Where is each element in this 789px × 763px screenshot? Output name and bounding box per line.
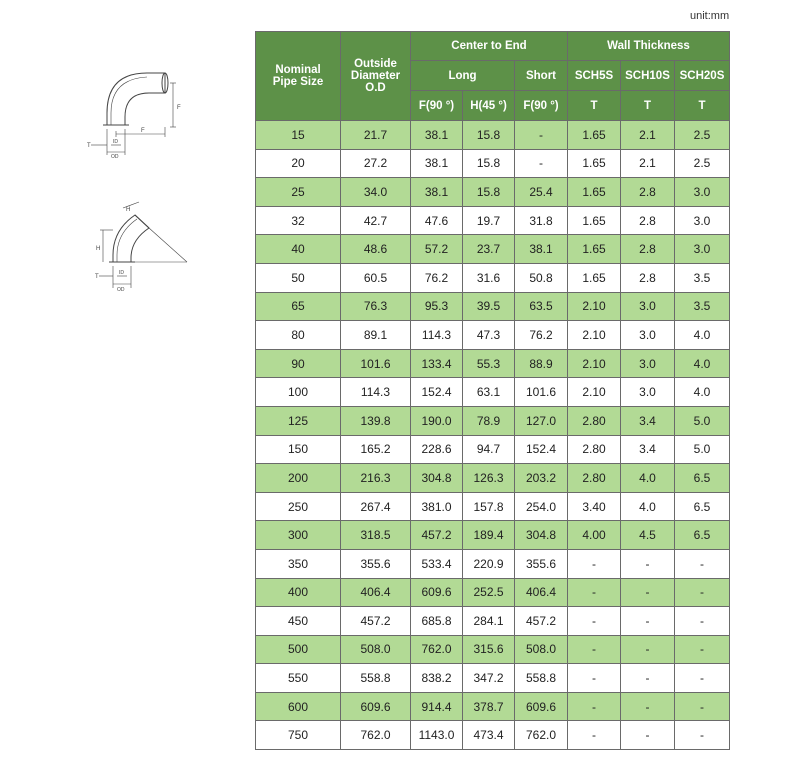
table-cell: 76.3 [341,292,411,321]
table-cell: 126.3 [463,464,515,493]
table-cell: 200 [256,464,341,493]
header-nominal-pipe-size: Nominal Pipe Size [256,32,341,121]
pipe-elbow-spec-table [255,31,730,750]
table-cell: 50.8 [515,263,568,292]
table-row [256,235,730,264]
table-row [256,121,730,150]
table-cell: 508.0 [515,635,568,664]
table-cell: 5.0 [675,406,730,435]
table-cell: 114.3 [411,321,463,350]
table-cell: 355.6 [341,549,411,578]
header-t-sch20s: T [675,91,730,121]
table-cell: 2.1 [621,149,675,178]
table-cell: 4.5 [621,521,675,550]
table-row [256,435,730,464]
table-cell: 1.65 [568,121,621,150]
table-cell: 25.4 [515,178,568,207]
table-cell: 300 [256,521,341,550]
table-cell: 133.4 [411,349,463,378]
table-cell: 254.0 [515,492,568,521]
table-row [256,178,730,207]
table-cell: 101.6 [341,349,411,378]
table-cell: - [568,664,621,693]
table-cell: 157.8 [463,492,515,521]
table-cell: 2.80 [568,435,621,464]
table-row [256,492,730,521]
table-cell: 203.2 [515,464,568,493]
table-cell: 228.6 [411,435,463,464]
table-cell: - [675,664,730,693]
table-cell: - [675,721,730,750]
table-cell: - [568,549,621,578]
table-cell: 2.5 [675,121,730,150]
table-cell: 21.7 [341,121,411,150]
table-cell: 4.0 [621,464,675,493]
table-cell: 38.1 [411,178,463,207]
table-cell: 15.8 [463,178,515,207]
table-cell: 216.3 [341,464,411,493]
table-cell: 2.10 [568,378,621,407]
table-row [256,349,730,378]
table-cell: 550 [256,664,341,693]
table-cell: 2.8 [621,178,675,207]
table-cell: 63.1 [463,378,515,407]
table-cell: 127.0 [515,406,568,435]
table-cell: - [621,549,675,578]
table-cell: 2.80 [568,464,621,493]
table-cell: 15.8 [463,149,515,178]
table-cell: 1143.0 [411,721,463,750]
table-row [256,263,730,292]
table-cell: 38.1 [411,149,463,178]
header-sch10s: SCH10S [621,61,675,91]
table-cell: - [568,578,621,607]
table-cell: 315.6 [463,635,515,664]
header-long: Long [411,61,515,91]
diagram-label-id2: ID [119,270,124,276]
table-cell: 76.2 [515,321,568,350]
table-row [256,521,730,550]
table-row [256,321,730,350]
table-cell: - [568,721,621,750]
table-cell: 457.2 [515,607,568,636]
table-cell: 63.5 [515,292,568,321]
table-cell: 89.1 [341,321,411,350]
table-cell: - [621,692,675,721]
table-cell: 600 [256,692,341,721]
table-cell: 4.00 [568,521,621,550]
table-cell: 685.8 [411,607,463,636]
diagram-label-od2: OD [117,287,125,293]
table-cell: 762.0 [411,635,463,664]
header-h45-long: H(45 °) [463,91,515,121]
table-cell: 533.4 [411,549,463,578]
table-cell: 3.0 [675,235,730,264]
table-cell: 400 [256,578,341,607]
table-row [256,206,730,235]
table-cell: 100 [256,378,341,407]
table-cell: 34.0 [341,178,411,207]
table-cell: 101.6 [515,378,568,407]
table-cell: 3.0 [621,378,675,407]
table-cell: 95.3 [411,292,463,321]
table-cell: - [675,549,730,578]
header-sch5s: SCH5S [568,61,621,91]
diagram-label-f-right: F [177,105,181,111]
table-cell: - [568,607,621,636]
table-cell: 3.0 [621,292,675,321]
table-cell: 6.5 [675,464,730,493]
table-cell: 2.8 [621,206,675,235]
table-cell: 3.4 [621,406,675,435]
header-t-sch5s: T [568,91,621,121]
diagram-label-h-top: H [126,207,131,213]
table-cell: 500 [256,635,341,664]
table-cell: - [621,721,675,750]
table-cell: 318.5 [341,521,411,550]
table-cell: 350 [256,549,341,578]
table-cell: - [675,607,730,636]
table-cell: 5.0 [675,435,730,464]
diagram-label-f-bottom: F [141,128,145,134]
table-cell: 838.2 [411,664,463,693]
table-cell: 114.3 [341,378,411,407]
table-cell: 3.5 [675,263,730,292]
table-cell: - [568,692,621,721]
table-cell: 3.40 [568,492,621,521]
table-cell: 1.65 [568,235,621,264]
table-cell: 750 [256,721,341,750]
table-cell: 150 [256,435,341,464]
table-cell: - [621,578,675,607]
table-cell: 47.3 [463,321,515,350]
table-cell: 1.65 [568,149,621,178]
table-cell: 88.9 [515,349,568,378]
table-cell: 32 [256,206,341,235]
table-cell: 23.7 [463,235,515,264]
table-row [256,378,730,407]
table-cell: 139.8 [341,406,411,435]
table-cell: 508.0 [341,635,411,664]
table-cell: 3.0 [675,206,730,235]
table-cell: 3.0 [675,178,730,207]
table-cell: 609.6 [411,578,463,607]
table-row [256,406,730,435]
table-cell: 65 [256,292,341,321]
table-cell: 4.0 [675,378,730,407]
table-cell: 80 [256,321,341,350]
table-cell: 406.4 [515,578,568,607]
table-cell: 3.4 [621,435,675,464]
table-cell: 57.2 [411,235,463,264]
table-cell: 42.7 [341,206,411,235]
table-cell: 48.6 [341,235,411,264]
table-cell: 450 [256,607,341,636]
table-cell: 304.8 [515,521,568,550]
table-cell: 94.7 [463,435,515,464]
table-cell: 2.80 [568,406,621,435]
table-cell: - [675,578,730,607]
table-cell: 76.2 [411,263,463,292]
table-cell: 914.4 [411,692,463,721]
table-cell: 2.1 [621,121,675,150]
table-cell: 378.7 [463,692,515,721]
spec-table-body [256,121,730,750]
table-cell: 762.0 [515,721,568,750]
header-outside-diameter: Outside Diameter O.D [341,32,411,121]
table-row [256,664,730,693]
table-cell: 189.4 [463,521,515,550]
table-cell: - [675,692,730,721]
table-cell: 39.5 [463,292,515,321]
table-cell: 4.0 [675,349,730,378]
table-cell: 152.4 [411,378,463,407]
header-t-sch10s: T [621,91,675,121]
diagram-label-h-left: H [96,246,101,252]
elbow-45-diagram [95,200,200,295]
table-cell: 78.9 [463,406,515,435]
table-cell: 2.10 [568,321,621,350]
table-row [256,635,730,664]
table-cell: 457.2 [411,521,463,550]
header-f90-short: F(90 °) [515,91,568,121]
table-cell: 3.0 [621,321,675,350]
table-row [256,149,730,178]
table-cell: 125 [256,406,341,435]
table-cell: 31.6 [463,263,515,292]
table-row [256,292,730,321]
table-row [256,578,730,607]
diagram-label-od: OD [111,154,119,160]
table-cell: 15 [256,121,341,150]
table-cell: 60.5 [341,263,411,292]
table-cell: 762.0 [341,721,411,750]
table-cell: 1.65 [568,178,621,207]
table-cell: 90 [256,349,341,378]
table-cell: 250 [256,492,341,521]
table-row [256,692,730,721]
table-cell: 2.8 [621,235,675,264]
table-cell: 55.3 [463,349,515,378]
table-cell: 406.4 [341,578,411,607]
table-cell: 4.0 [675,321,730,350]
diagram-label-t: T [87,143,91,149]
table-cell: 609.6 [515,692,568,721]
table-cell: 284.1 [463,607,515,636]
table-cell: 609.6 [341,692,411,721]
table-cell: 473.4 [463,721,515,750]
table-cell: 2.10 [568,349,621,378]
table-cell: 190.0 [411,406,463,435]
table-cell: 2.8 [621,263,675,292]
table-cell: 38.1 [515,235,568,264]
table-cell: 347.2 [463,664,515,693]
table-cell: 6.5 [675,492,730,521]
table-cell: 50 [256,263,341,292]
table-cell: - [515,121,568,150]
table-cell: 20 [256,149,341,178]
table-cell: - [568,635,621,664]
table-cell: 252.5 [463,578,515,607]
table-cell: - [621,635,675,664]
table-cell: 15.8 [463,121,515,150]
diagram-label-id: ID [113,139,118,145]
diagram-label-t2: T [95,274,99,280]
table-cell: 2.10 [568,292,621,321]
table-cell: 1.65 [568,263,621,292]
table-cell: 220.9 [463,549,515,578]
table-cell: 38.1 [411,121,463,150]
header-wall-thickness: Wall Thickness [568,32,730,61]
unit-label: unit:mm [690,10,730,22]
table-cell: 27.2 [341,149,411,178]
table-cell: 152.4 [515,435,568,464]
table-cell: - [621,607,675,636]
table-cell: 165.2 [341,435,411,464]
table-cell: 4.0 [621,492,675,521]
table-row [256,464,730,493]
table-cell: 47.6 [411,206,463,235]
table-cell: 304.8 [411,464,463,493]
header-sch20s: SCH20S [675,61,730,91]
table-cell: 6.5 [675,521,730,550]
table-row [256,607,730,636]
header-f90-long: F(90 °) [411,91,463,121]
table-cell: 355.6 [515,549,568,578]
table-cell: 3.0 [621,349,675,378]
table-row [256,721,730,750]
table-row [256,549,730,578]
table-cell: - [675,635,730,664]
elbow-90-diagram [85,65,195,165]
table-cell: 457.2 [341,607,411,636]
table-cell: 2.5 [675,149,730,178]
table-cell: 381.0 [411,492,463,521]
table-cell: 267.4 [341,492,411,521]
table-cell: 19.7 [463,206,515,235]
header-center-to-end: Center to End [411,32,568,61]
table-cell: 3.5 [675,292,730,321]
table-cell: 1.65 [568,206,621,235]
table-cell: 40 [256,235,341,264]
table-cell: 558.8 [341,664,411,693]
table-cell: 31.8 [515,206,568,235]
header-short: Short [515,61,568,91]
table-cell: - [515,149,568,178]
table-cell: 558.8 [515,664,568,693]
table-cell: 25 [256,178,341,207]
table-cell: - [621,664,675,693]
